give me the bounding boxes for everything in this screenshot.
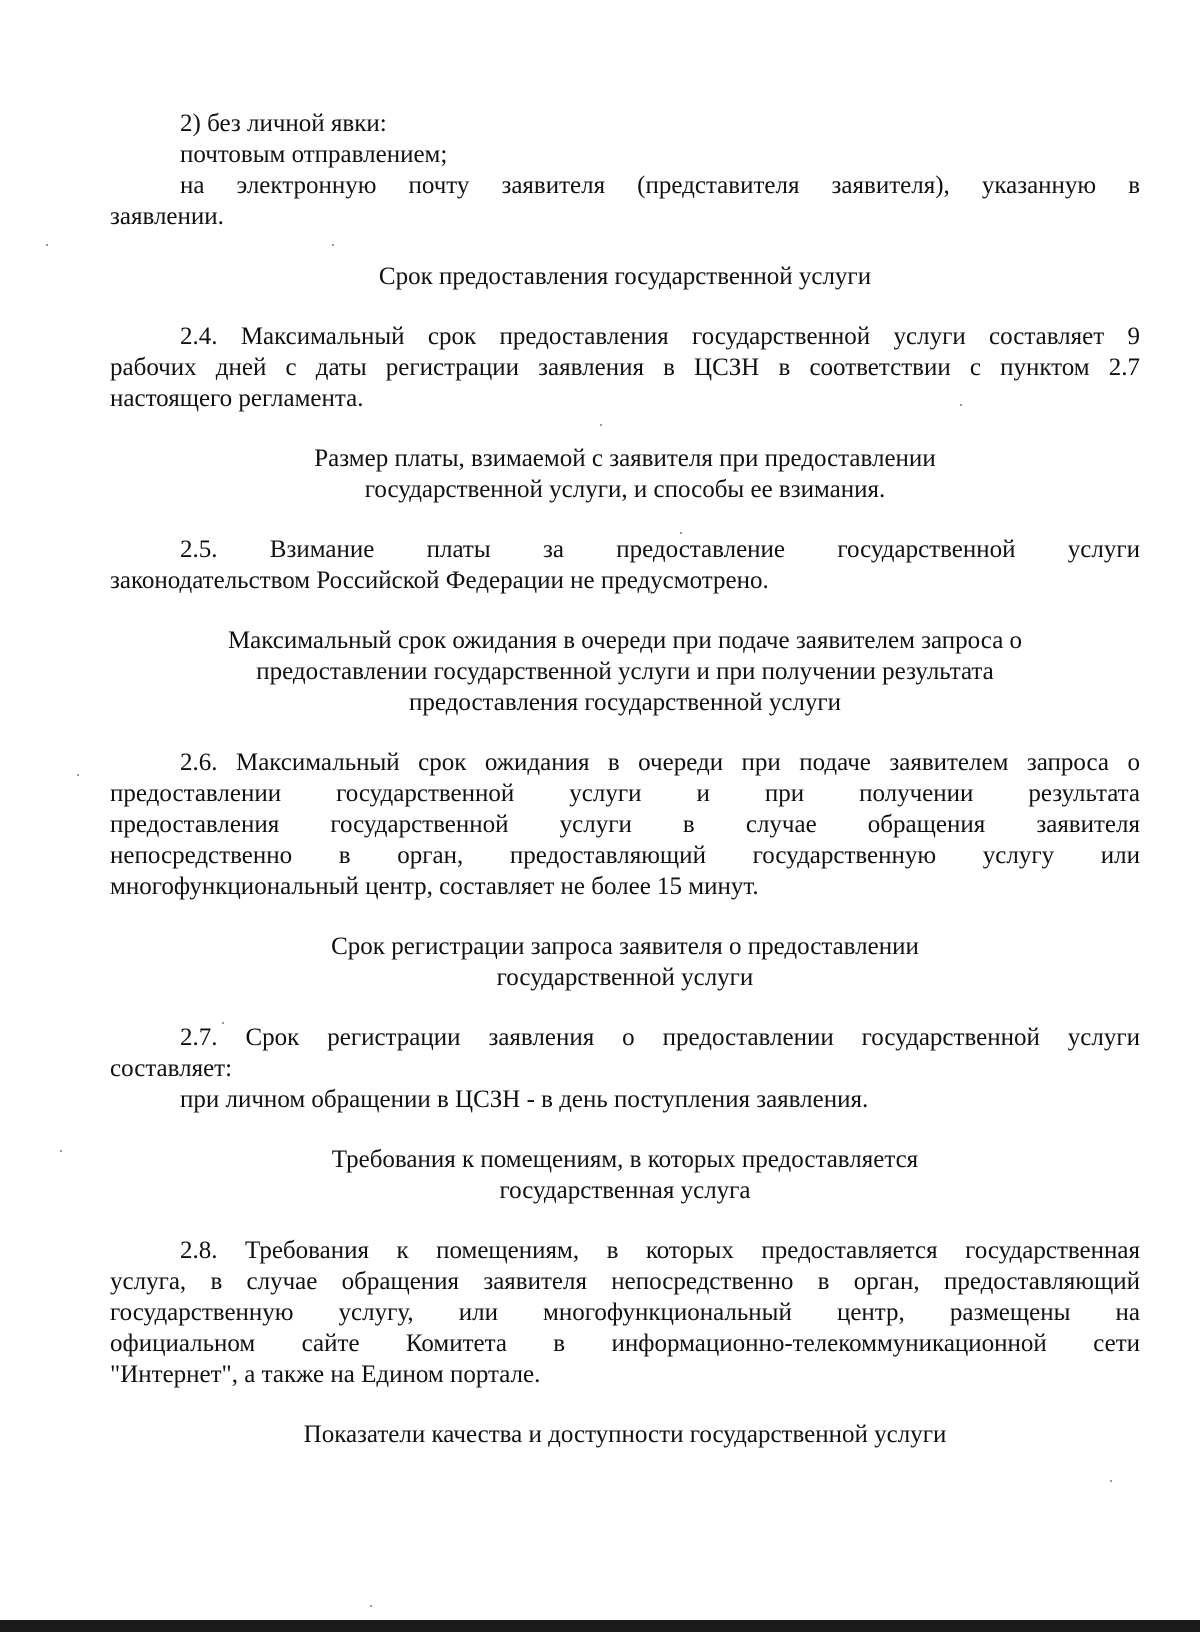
paragraph-line: настоящего регламента.	[110, 385, 364, 412]
paragraph-line: рабочих дней с даты регистрации заявления в ЦСЗН в соответствии с пунктом 2.7	[110, 354, 1140, 381]
paragraph-line: при личном обращении в ЦСЗН - в день поступления заявления.	[180, 1086, 869, 1113]
intro-line: почтовым отправлением;	[180, 141, 448, 168]
paragraph-line: 2.4. Максимальный срок предоставления государственной услуги составляет 9	[180, 323, 1140, 350]
scan-speck	[680, 532, 682, 534]
section-heading: Размер платы, взимаемой с заявителя при предоставлении	[314, 445, 936, 472]
document-body	[110, 108, 1140, 1450]
section-heading: государственной услуги	[496, 964, 754, 991]
scan-speck	[960, 404, 962, 406]
paragraph-line: официальном сайте Комитета в информационно-телекоммуникационной сети	[110, 1330, 1140, 1357]
scan-speck	[370, 1605, 372, 1607]
scan-speck	[46, 244, 48, 246]
paragraph-line: непосредственно в орган, предоставляющий государственную услугу или	[110, 842, 1140, 869]
scan-speck	[77, 774, 79, 776]
section-heading: государственная услуга	[499, 1177, 751, 1204]
paragraph-line: многофункциональный центр, составляет не более 15 минут.	[110, 873, 759, 900]
section-heading: государственной услуги, и способы ее взимания.	[364, 476, 886, 503]
paragraph-line: государственную услугу, или многофункциональный центр, размещены на	[110, 1299, 1140, 1326]
section-heading: Срок регистрации запроса заявителя о предоставлении	[331, 933, 919, 960]
section-heading: предоставления государственной услуги	[408, 689, 842, 716]
section-heading: Срок предоставления государственной услуги	[378, 263, 872, 290]
paragraph-line: 2.8. Требования к помещениям, в которых предоставляется государственная	[180, 1237, 1140, 1264]
scan-edge-bar	[0, 1620, 1200, 1632]
section-heading: Максимальный срок ожидания в очереди при подаче заявителем запроса о	[227, 627, 1023, 654]
paragraph-line: "Интернет", а также на Едином портале.	[110, 1361, 541, 1388]
paragraph-line: законодательством Российской Федерации не предусмотрено.	[110, 567, 769, 594]
scan-speck	[222, 1022, 224, 1024]
scan-speck	[600, 424, 602, 426]
scan-speck	[1110, 1480, 1112, 1482]
paragraph-line: 2.5. Взимание платы за предоставление государственной услуги	[180, 536, 1140, 563]
intro-line: 2) без личной явки:	[180, 110, 387, 137]
paragraph-line: 2.6. Максимальный срок ожидания в очереди при подаче заявителем запроса о	[180, 749, 1140, 776]
paragraph-line: предоставления государственной услуги в случае обращения заявителя	[110, 811, 1140, 838]
scan-speck	[332, 244, 334, 246]
paragraph-line: услуга, в случае обращения заявителя непосредственно в орган, предоставляющий	[110, 1268, 1140, 1295]
paragraph-line: 2.7. Срок регистрации заявления о предоставлении государственной услуги	[180, 1024, 1140, 1051]
section-heading: Показатели качества и доступности государственной услуги	[303, 1421, 947, 1448]
section-heading: Требования к помещениям, в которых предоставляется	[331, 1146, 919, 1173]
intro-line: заявлении.	[110, 203, 224, 230]
paragraph-line: предоставлении государственной услуги и при получении результата	[110, 780, 1140, 807]
intro-line: на электронную почту заявителя (представителя заявителя), указанную в	[180, 172, 1140, 199]
paragraph-line: составляет:	[110, 1055, 233, 1082]
scan-speck	[60, 1150, 62, 1152]
section-heading: предоставлении государственной услуги и при получении результата	[256, 658, 994, 685]
